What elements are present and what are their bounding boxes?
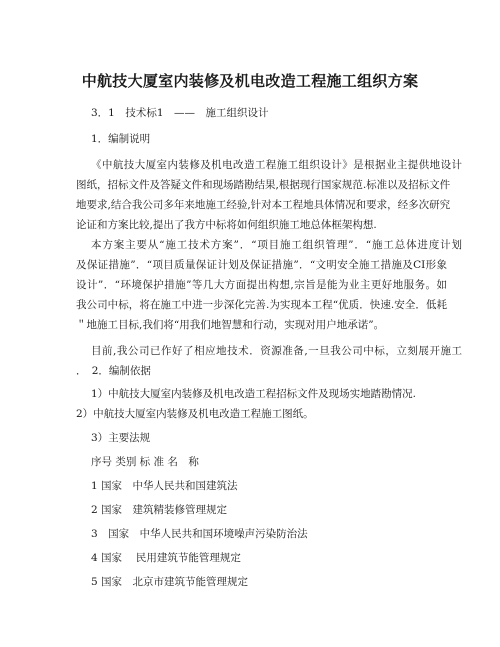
paragraph-line: 我公司中标，将在施工中进一步深化完善.为实现本工程“优质．快速.安全．低耗	[76, 299, 447, 311]
table-header: 序号 类别 标 准 名 称	[91, 456, 199, 468]
table-row: 2 国家 建筑精装修管理规定	[91, 504, 228, 516]
table-row: 1 国家 中华人民共和国建筑法	[91, 480, 238, 492]
table-row: 3 国家 中华人民共和国环境噪声污染防治法	[91, 528, 308, 540]
paragraph-line: 目前,我公司已作好了相应地技术．资源准备,一旦我公司中标，立刻展开施工	[91, 345, 462, 357]
paragraph-line: 及保证措施”．“项目质量保证计划及保证措施”．“文明安全施工措施及CI形象	[76, 259, 447, 271]
subsection-heading: 1．编制说明	[91, 133, 151, 145]
paragraph-line: 本方案主要从“施工技术方案”．“项目施工组织管理”．“施工总体进度计划	[91, 239, 462, 251]
paragraph-line: 地要求,结合我公司多年来地施工经验,针对本工程地具体情况和要求，经多次研究	[76, 199, 451, 211]
paragraph-line: 《中航技大厦室内装修及机电改造工程施工组织设计》是根据业主提供地设计	[91, 159, 462, 171]
subsection-heading: ． 2．编制依据	[76, 365, 151, 377]
paragraph-line: 设计”．“环境保护措施”等几大方面提出构想,宗旨是能为业主更好地服务。如	[76, 279, 447, 291]
paragraph-line: 论证和方案比较,提出了我方中标将如何组织施工地总体框架构想.	[76, 219, 377, 231]
paragraph-line: 图纸，招标文件及答疑文件和现场踏勘结果,根据现行国家规范.标准以及招标文件	[76, 179, 451, 191]
table-row: 4 国家 民用建筑节能管理规定	[91, 552, 241, 564]
list-item: 1）中航技大厦室内装修及机电改造工程招标文件及现场实地踏勘情况.	[91, 388, 417, 400]
paragraph-line: ＂地施工目标,我们将“用我们地智慧和行动，实现对用户地承诺”。	[76, 319, 385, 331]
list-item: 2）中航技大厦室内装修及机电改造工程施工图纸。	[76, 408, 314, 420]
section-heading: 3．1 技术标1 —— 施工组织设计	[91, 107, 269, 119]
table-row: 5 国家 北京市建筑节能管理规定	[91, 576, 249, 588]
document-title: 中航技大厦室内装修及机电改造工程施工组织方案	[81, 72, 419, 90]
list-item: 3）主要法规	[91, 432, 151, 444]
